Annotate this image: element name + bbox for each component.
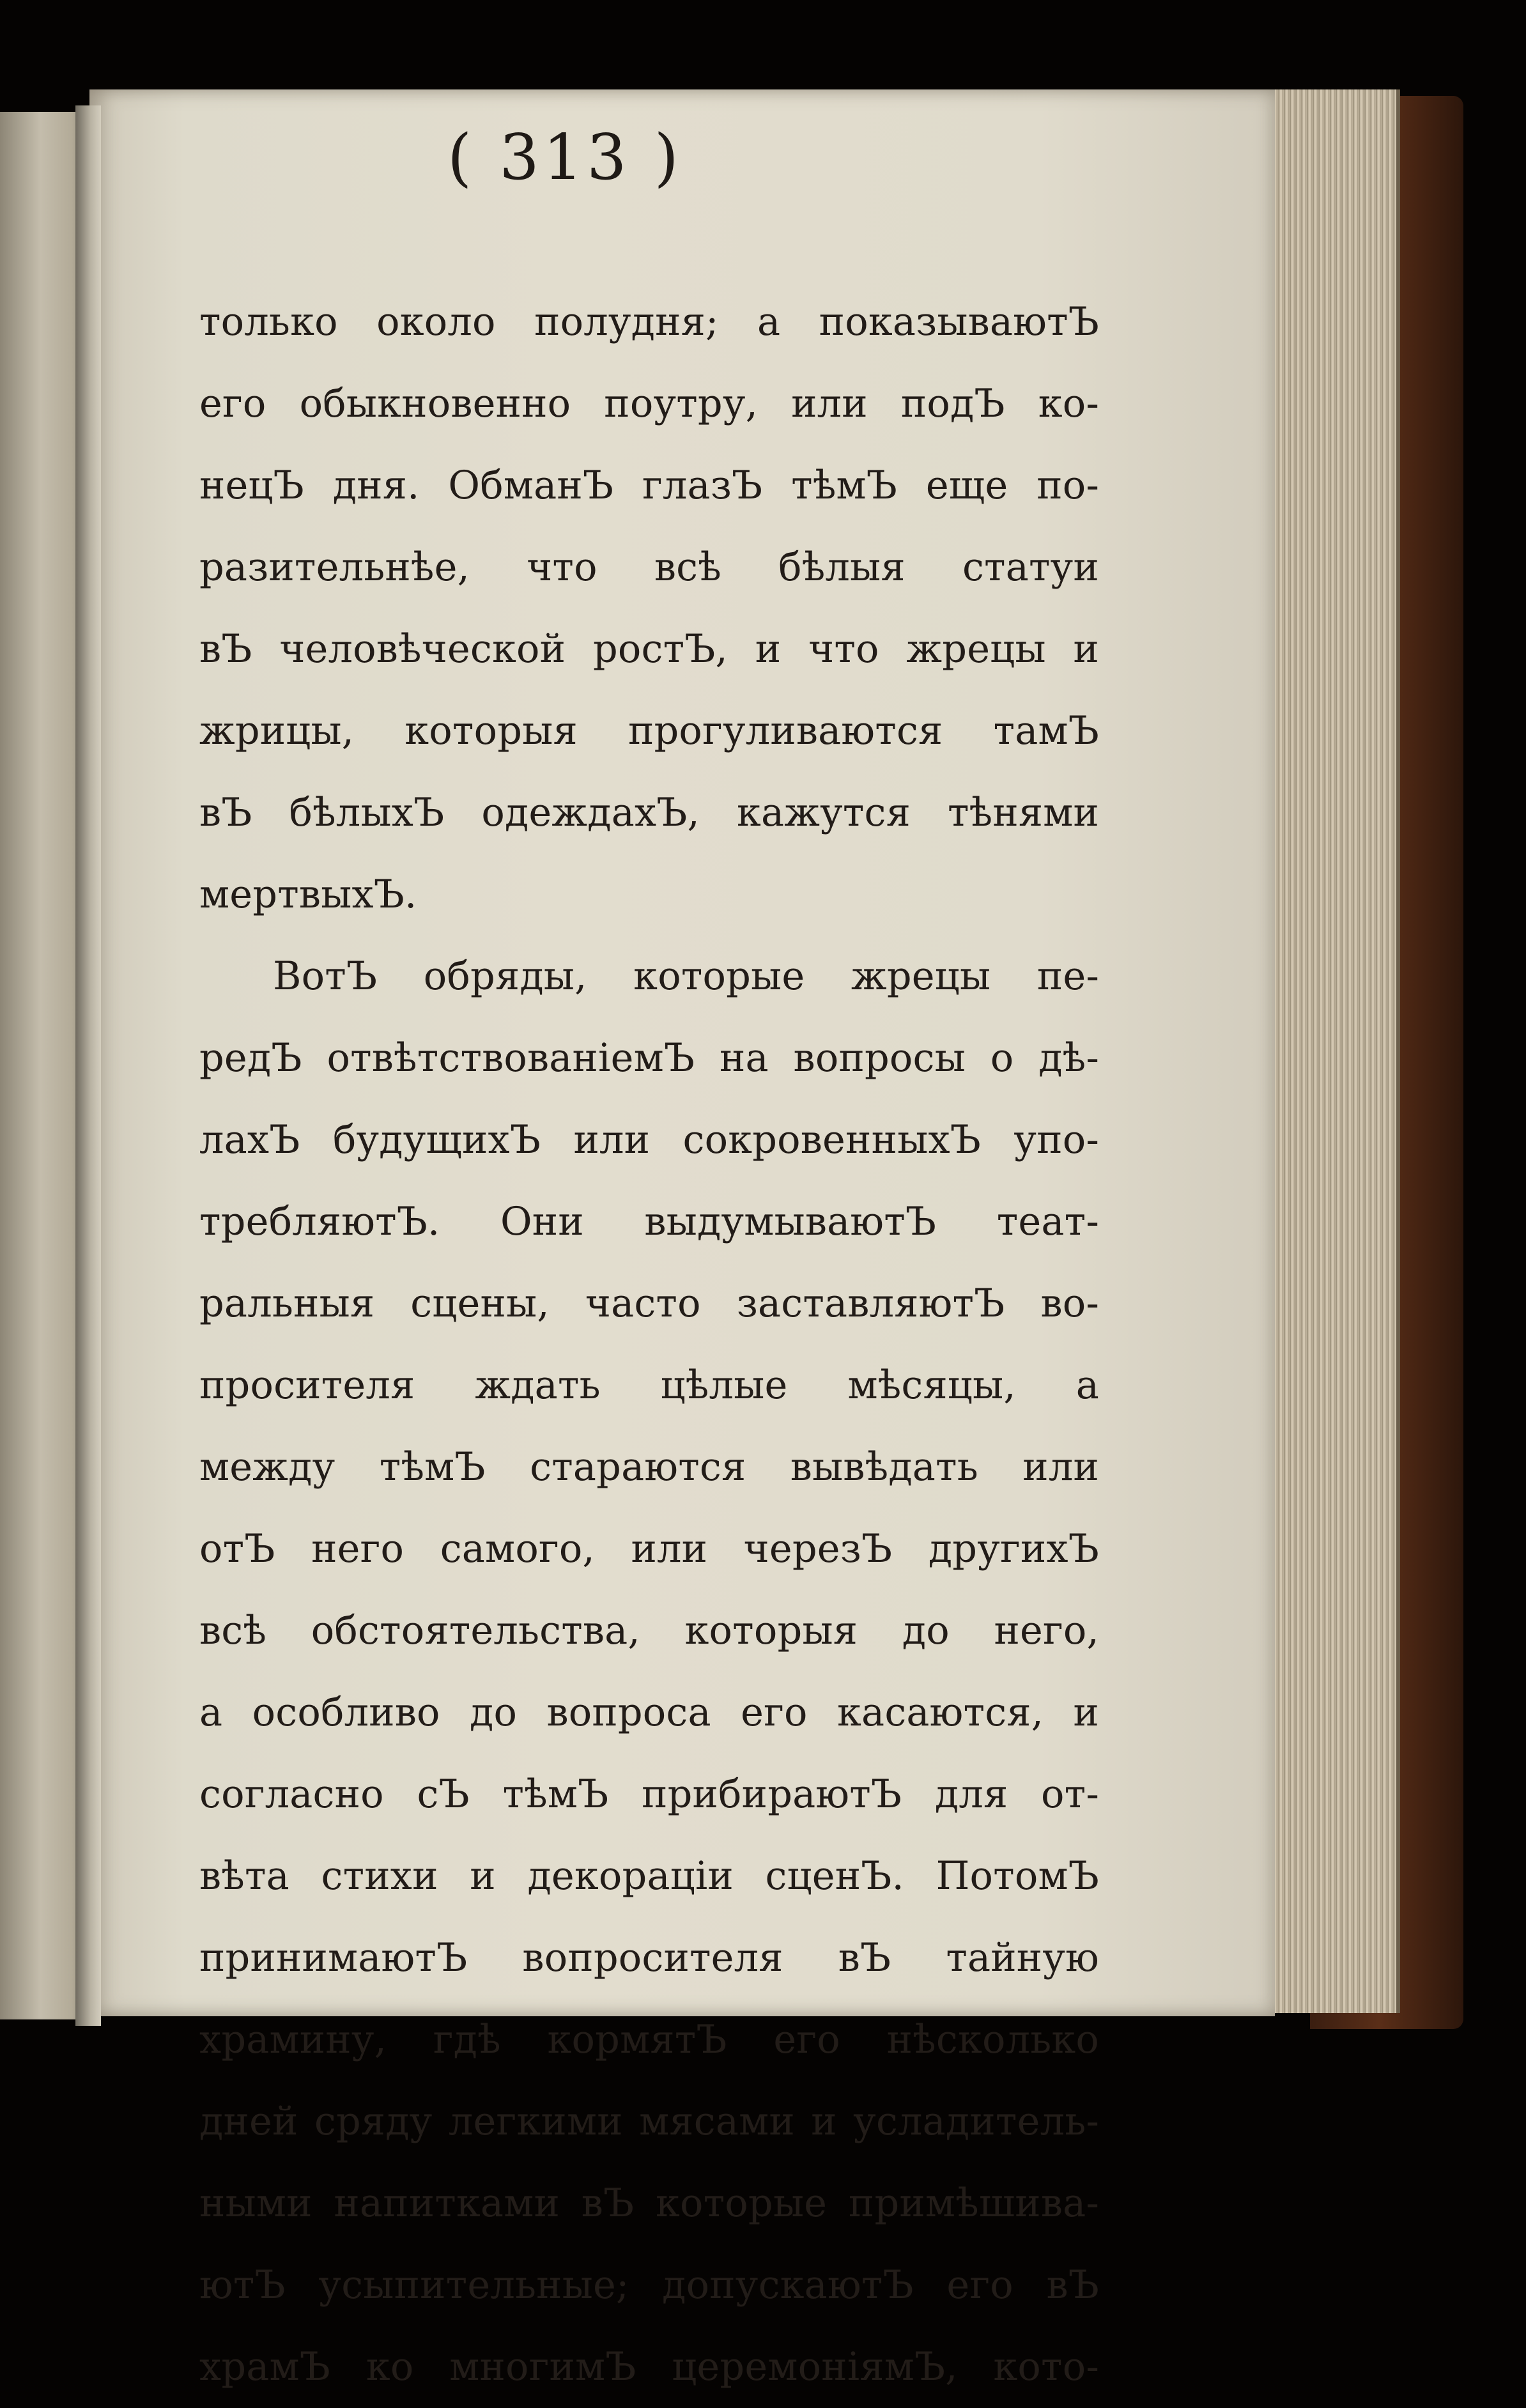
text-line: согласно сЪ тѣмЪ прибираютЪ для от- [199,1772,1099,1817]
text-line: редЪ отвѣтствованіемЪ на вопросы о дѣ- [199,1036,1099,1081]
text-line: храмину, гдѣ кормятЪ его нѣсколько [199,2018,1099,2062]
text-line: просителя ждать цѣлые мѣсяцы, а [199,1363,1099,1408]
text-line: отЪ него самого, или черезЪ другихЪ [199,1527,1099,1571]
text-line: разительнѣе, что всѣ бѣлыя статуи [199,545,1099,590]
text-line: храмЪ ко многимЪ церемоніямЪ, кото- [199,2345,1099,2389]
text-line: лахЪ будущихЪ или сокровенныхЪ упо- [199,1118,1099,1162]
page-number: ( 313 ) [447,121,682,194]
text-line: всѣ обстоятельства, которыя до него, [199,1609,1099,1653]
text-line: а особливо до вопроса его касаются, и [199,1690,1099,1735]
text-line: жрицы, которыя прогуливаются тамЪ [199,709,1099,753]
book-gutter [75,105,101,2026]
text-line: нецЪ дня. ОбманЪ глазЪ тѣмЪ еще по- [199,463,1099,508]
text-line: мертвыхЪ. [199,872,417,917]
text-line: вЪ человѣческой ростЪ, и что жрецы и [199,627,1099,672]
text-line: требляютЪ. Они выдумываютЪ теат- [199,1200,1099,1244]
text-line: только около полудня; а показываютЪ [199,300,1099,344]
text-line: между тѣмЪ стараются вывѣдать или [199,1445,1099,1490]
text-line: вѣта стихи и декораціи сценЪ. ПотомЪ [199,1854,1099,1899]
page-edges [1268,89,1400,2013]
text-line: принимаютЪ вопросителя вЪ тайную [199,1936,1099,1980]
text-line: дней сряду легкими мясами и усладитель- [199,2099,1099,2144]
text-line: его обыкновенно поутру, или подЪ ко- [199,382,1099,426]
text-line: ютЪ усыпительные; допускаютЪ его вЪ [199,2263,1099,2308]
text-line: ральныя сцены, часто заставляютЪ во- [199,1281,1099,1326]
text-line: вЪ бѣлыхЪ одеждахЪ, кажутся тѣнями [199,791,1099,835]
page-text [199,281,1099,2408]
paragraph-first-line: ВотЪ обряды, которые жрецы пе- [273,954,1099,999]
text-line: ными напитками вЪ которые примѣшива- [199,2181,1099,2226]
